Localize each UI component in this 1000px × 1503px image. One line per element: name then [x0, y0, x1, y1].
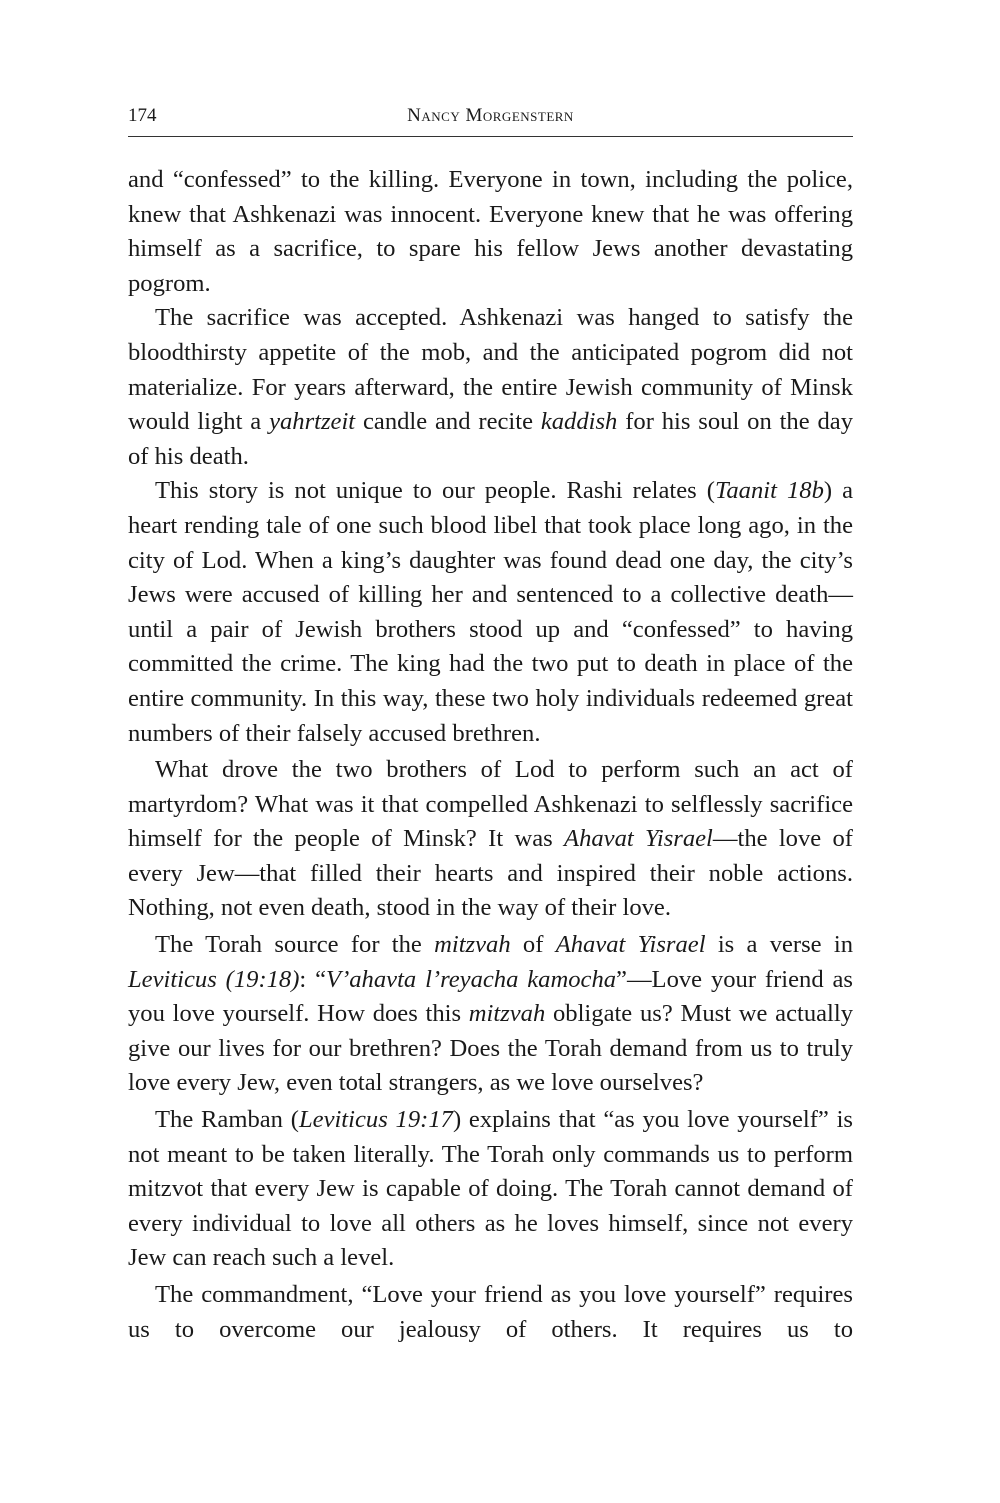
text-run: The Ramban ( [155, 1106, 299, 1134]
text-run: This story is not unique to our people. Rashi relates ( [155, 477, 715, 505]
text-run: The Torah source for the [155, 931, 435, 959]
text-run: —the love of every Jew—that filled their hearts and inspired their noble actions. Nothing, not even death, stood in the way of their love. [128, 825, 853, 922]
text-run: obligate us? Must we actually give our lives for our brethren? Does the Torah demand from us to truly love every Jew, even total strangers, as we love ourselves? [128, 1000, 853, 1097]
italic-text: mitzvah [468, 1000, 546, 1028]
text-run: The commandment, “Love your friend as you love yourself” requires us to overcome our jealousy of others. It requires us to [128, 1281, 853, 1343]
text-run: The sacrifice was accepted. Ashkenazi was hanged to satisfy the bloodthirsty appetite of the mob, and the anticipated pogrom did not materialize. For years afterward, the entire Jewish community of Minsk would light a [128, 304, 853, 436]
text-run: ) a heart rending tale of one such blood libel that took place long ago, in the city of Lod. When a king’s daughter was found dead one day, the city’s Jews were accused of killing her and sentenced to a collective death—until a pair of Jewish brothers stood up and “confessed” to having committed the crime. The king had the two put to death in place of the entire community. In this way, these two holy individuals redeemed great numbers of their falsely accused brethren. [128, 477, 854, 747]
italic-text: mitzvah [434, 931, 511, 959]
italic-text: Ahavat Yisrael [555, 931, 706, 959]
text-run: and “confessed” to the killing. Everyone in town, including the police, knew that Ashkenazi was innocent. Everyone knew that he was offering himself as a sacrifice, to spare his fellow Jews another devastating pogrom. [128, 166, 853, 297]
paragraph [128, 474, 853, 751]
italic-text: Taanit 18b [714, 477, 824, 505]
text-run: ”—Love your friend as you love yourself. How does this [128, 965, 853, 1028]
paragraph [128, 1103, 853, 1276]
running-header [128, 104, 853, 130]
italic-text: yahrtzeit [269, 408, 356, 436]
header-author: Nancy Morgenstern [407, 105, 574, 126]
paragraph [128, 163, 853, 301]
page-number: 174 [128, 105, 157, 126]
italic-text: Ahavat Yisrael [564, 825, 713, 853]
header-rule [128, 136, 853, 137]
text-run: : “ [299, 965, 327, 993]
last-paragraph [128, 1278, 853, 1347]
text-run: is a verse in [705, 931, 854, 959]
text-run: of [510, 931, 556, 959]
paragraph [128, 301, 853, 474]
text-run: What drove the two brothers of Lod to perform such an act of martyrdom? What was it that compelled Ashkenazi to selflessly sacrifice himself for the people of Minsk? It was [128, 756, 853, 853]
italic-text: Leviticus 19:17 [298, 1106, 453, 1134]
text-run: ) explains that “as you love yourself” is not meant to be taken literally. The Torah only commands us to perform mitzvot that every Jew is capable of doing. The Torah cannot demand of every individual to love all others as he loves himself, since not every Jew can reach such a level. [128, 1106, 854, 1272]
italic-text: Leviticus (19:18) [128, 965, 300, 993]
italic-text: kaddish [540, 408, 618, 436]
paragraph [128, 928, 853, 1101]
text-run: candle and recite [355, 408, 541, 436]
body-text [128, 163, 853, 1347]
paragraph [128, 753, 853, 926]
text-run: for his soul on the day of his death. [128, 408, 853, 470]
italic-text: V’ahavta l’reyacha kamocha [326, 965, 617, 993]
